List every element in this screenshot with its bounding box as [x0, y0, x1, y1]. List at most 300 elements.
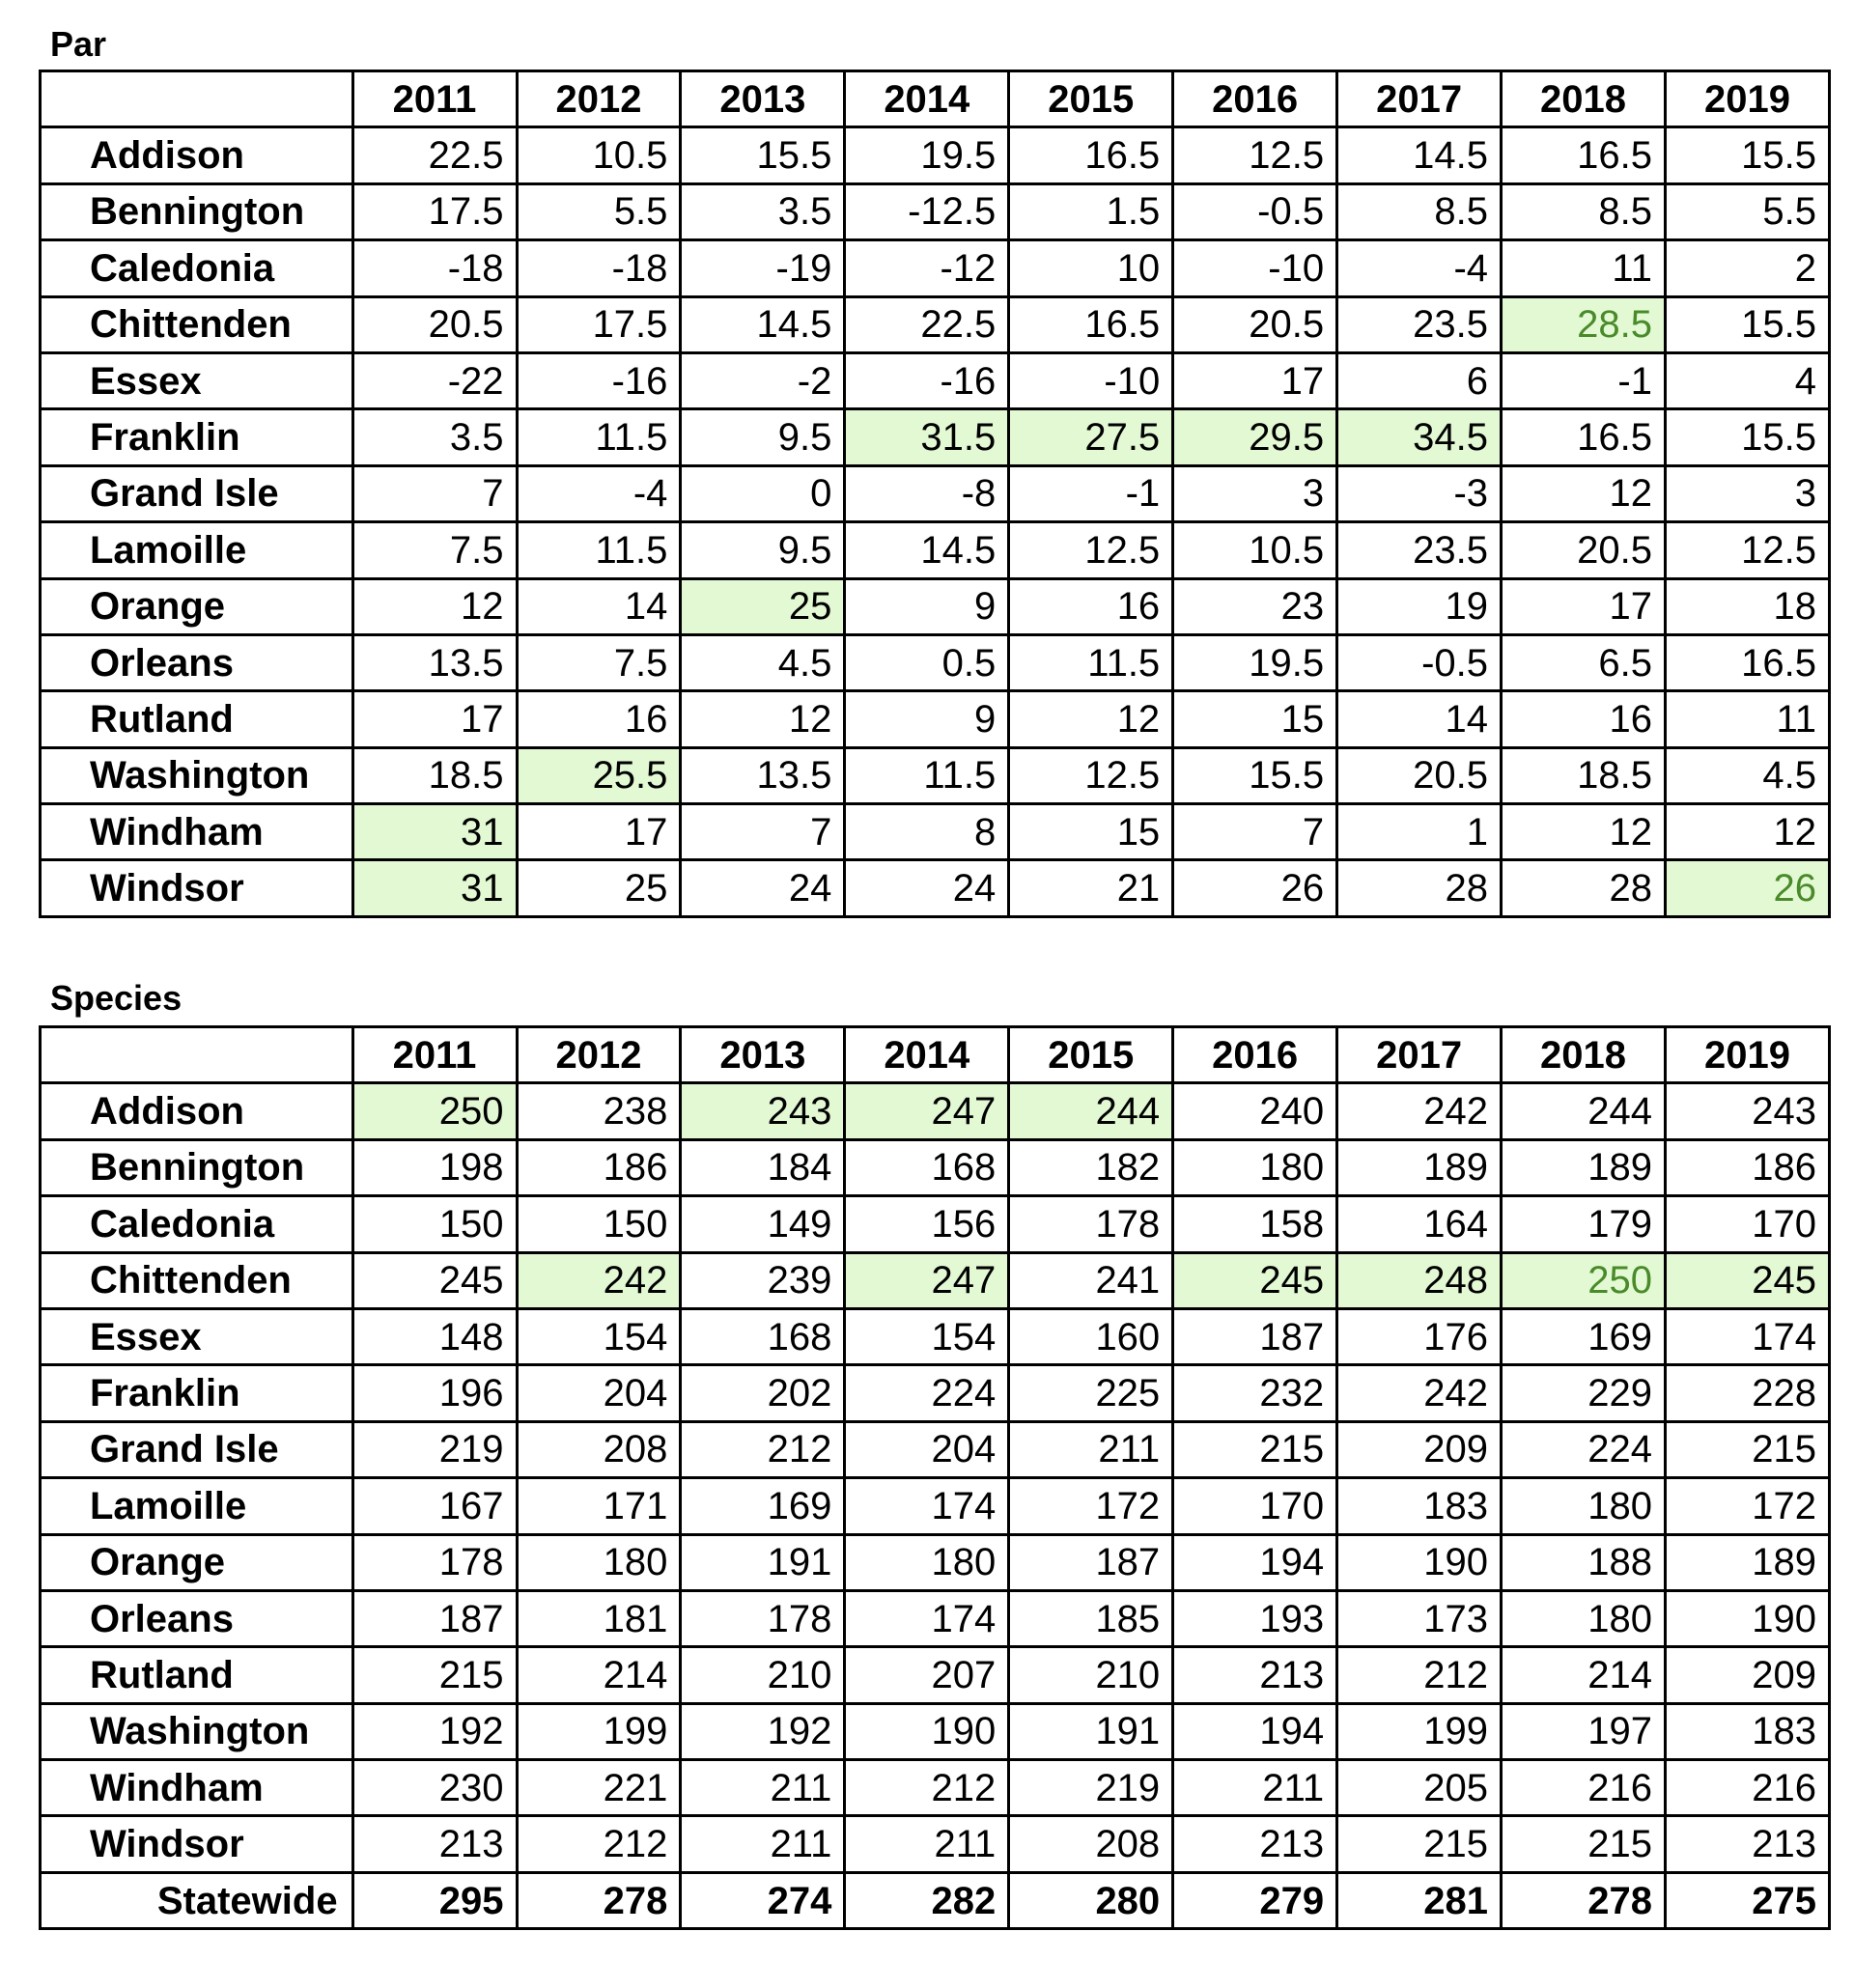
par-value-cell: 20.5 [1502, 522, 1666, 578]
par-value-cell: 10.5 [1173, 522, 1337, 578]
par-county-name: Essex [41, 352, 353, 408]
par-county-name: Chittenden [41, 296, 353, 352]
species-statewide-value: 280 [1009, 1872, 1173, 1928]
par-value-cell: 16.5 [1665, 634, 1829, 690]
par-value-cell: 24 [681, 860, 845, 916]
par-value-cell: 6.5 [1502, 634, 1666, 690]
species-value-cell: 192 [352, 1703, 517, 1759]
par-value-cell: -22 [352, 352, 517, 408]
species-value-cell: 174 [845, 1478, 1009, 1534]
species-table [39, 1025, 1831, 1930]
species-county-name: Chittenden [41, 1252, 353, 1308]
species-value-cell: 189 [1337, 1139, 1502, 1195]
species-county-name: Washington [41, 1703, 353, 1759]
par-value-cell: 16.5 [1009, 296, 1173, 352]
species-value-cell: 215 [1502, 1816, 1666, 1872]
species-value-cell: 215 [352, 1647, 517, 1703]
par-value-cell: 14.5 [681, 296, 845, 352]
species-statewide-value: 275 [1665, 1872, 1829, 1928]
par-value-cell: 17 [1502, 578, 1666, 634]
par-value-cell: 17.5 [352, 183, 517, 239]
par-value-cell: -0.5 [1173, 183, 1337, 239]
par-value-cell: 12 [352, 578, 517, 634]
par-value-cell: 12.5 [1665, 522, 1829, 578]
par-value-cell: 9.5 [681, 522, 845, 578]
par-value-cell: 25 [681, 578, 845, 634]
par-value-cell: 24 [845, 860, 1009, 916]
species-value-cell: 174 [845, 1590, 1009, 1646]
par-table-row [41, 465, 1830, 521]
par-county-name: Windham [41, 804, 353, 860]
par-value-cell: 29.5 [1173, 409, 1337, 465]
par-value-cell: 15.5 [1665, 409, 1829, 465]
species-statewide-value: 279 [1173, 1872, 1337, 1928]
par-value-cell: 18.5 [352, 747, 517, 803]
species-value-cell: 189 [1665, 1534, 1829, 1590]
par-value-cell: 20.5 [352, 296, 517, 352]
species-table-row [41, 1816, 1830, 1872]
species-table-row [41, 1421, 1830, 1477]
par-county-name: Windsor [41, 860, 353, 916]
par-value-cell: 8.5 [1502, 183, 1666, 239]
par-county-name: Lamoille [41, 522, 353, 578]
par-value-cell: -10 [1009, 352, 1173, 408]
species-value-cell: 174 [1665, 1308, 1829, 1364]
par-value-cell: 17 [352, 691, 517, 747]
species-value-cell: 198 [352, 1139, 517, 1195]
species-value-cell: 197 [1502, 1703, 1666, 1759]
species-value-cell: 172 [1665, 1478, 1829, 1534]
species-value-cell: 212 [681, 1421, 845, 1477]
species-value-cell: 244 [1502, 1083, 1666, 1139]
par-value-cell: 27.5 [1009, 409, 1173, 465]
par-value-cell: 2 [1665, 240, 1829, 296]
species-value-cell: 186 [517, 1139, 681, 1195]
species-value-cell: 173 [1337, 1590, 1502, 1646]
species-value-cell: 211 [681, 1760, 845, 1816]
species-table-row [41, 1308, 1830, 1364]
species-value-cell: 168 [681, 1308, 845, 1364]
species-county-name: Addison [41, 1083, 353, 1139]
par-value-cell: 16 [517, 691, 681, 747]
par-value-cell: 11.5 [1009, 634, 1173, 690]
species-value-cell: 171 [517, 1478, 681, 1534]
par-value-cell: 14.5 [845, 522, 1009, 578]
species-value-cell: 215 [1173, 1421, 1337, 1477]
par-value-cell: 12 [681, 691, 845, 747]
par-header-year: 2013 [681, 71, 845, 127]
species-value-cell: 211 [1009, 1421, 1173, 1477]
species-value-cell: 247 [845, 1252, 1009, 1308]
species-value-cell: 210 [681, 1647, 845, 1703]
species-value-cell: 187 [1009, 1534, 1173, 1590]
par-value-cell: 28 [1502, 860, 1666, 916]
species-value-cell: 191 [681, 1534, 845, 1590]
species-value-cell: 193 [1173, 1590, 1337, 1646]
par-table-row [41, 634, 1830, 690]
species-value-cell: 219 [1009, 1760, 1173, 1816]
par-value-cell: 26 [1665, 860, 1829, 916]
species-value-cell: 243 [681, 1083, 845, 1139]
par-value-cell: 21 [1009, 860, 1173, 916]
species-county-name: Windham [41, 1760, 353, 1816]
species-value-cell: 212 [1337, 1647, 1502, 1703]
par-value-cell: -18 [352, 240, 517, 296]
species-value-cell: 211 [1173, 1760, 1337, 1816]
par-value-cell: 31 [352, 804, 517, 860]
species-value-cell: 190 [1337, 1534, 1502, 1590]
par-value-cell: 20.5 [1337, 747, 1502, 803]
par-county-name: Rutland [41, 691, 353, 747]
species-table-row [41, 1647, 1830, 1703]
par-value-cell: 12 [1502, 465, 1666, 521]
species-value-cell: 245 [1665, 1252, 1829, 1308]
par-table-row [41, 240, 1830, 296]
species-value-cell: 168 [845, 1139, 1009, 1195]
species-header-year: 2017 [1337, 1027, 1502, 1083]
species-table-row [41, 1760, 1830, 1816]
par-value-cell: 3.5 [352, 409, 517, 465]
par-value-cell: 12 [1665, 804, 1829, 860]
species-value-cell: 196 [352, 1365, 517, 1421]
species-table-row [41, 1252, 1830, 1308]
species-value-cell: 211 [845, 1816, 1009, 1872]
par-value-cell: 13.5 [681, 747, 845, 803]
species-county-name: Franklin [41, 1365, 353, 1421]
species-value-cell: 202 [681, 1365, 845, 1421]
par-table [39, 70, 1831, 918]
species-value-cell: 148 [352, 1308, 517, 1364]
species-header-year: 2019 [1665, 1027, 1829, 1083]
species-header-year: 2018 [1502, 1027, 1666, 1083]
species-value-cell: 188 [1502, 1534, 1666, 1590]
species-header-row [41, 1027, 1830, 1083]
par-value-cell: 1.5 [1009, 183, 1173, 239]
par-value-cell: 12.5 [1009, 747, 1173, 803]
species-value-cell: 199 [1337, 1703, 1502, 1759]
par-value-cell: -1 [1502, 352, 1666, 408]
species-statewide-value: 282 [845, 1872, 1009, 1928]
par-header-year: 2012 [517, 71, 681, 127]
species-value-cell: 232 [1173, 1365, 1337, 1421]
par-table-row [41, 747, 1830, 803]
species-table-row [41, 1365, 1830, 1421]
species-value-cell: 178 [1009, 1196, 1173, 1252]
par-header-year: 2014 [845, 71, 1009, 127]
par-value-cell: 6 [1337, 352, 1502, 408]
species-value-cell: 150 [352, 1196, 517, 1252]
par-value-cell: 14 [1337, 691, 1502, 747]
species-value-cell: 214 [517, 1647, 681, 1703]
par-value-cell: 22.5 [845, 296, 1009, 352]
species-statewide-row [41, 1872, 1830, 1928]
par-value-cell: -4 [1337, 240, 1502, 296]
par-value-cell: -3 [1337, 465, 1502, 521]
par-value-cell: 5.5 [517, 183, 681, 239]
species-value-cell: 250 [352, 1083, 517, 1139]
par-value-cell: 7.5 [352, 522, 517, 578]
par-value-cell: 16.5 [1009, 127, 1173, 183]
species-value-cell: 224 [1502, 1421, 1666, 1477]
par-header-year: 2018 [1502, 71, 1666, 127]
species-value-cell: 190 [845, 1703, 1009, 1759]
species-value-cell: 170 [1665, 1196, 1829, 1252]
species-county-name: Windsor [41, 1816, 353, 1872]
species-value-cell: 215 [1665, 1421, 1829, 1477]
par-value-cell: 16 [1009, 578, 1173, 634]
species-value-cell: 192 [681, 1703, 845, 1759]
species-header-year: 2016 [1173, 1027, 1337, 1083]
species-value-cell: 204 [845, 1421, 1009, 1477]
species-value-cell: 211 [681, 1816, 845, 1872]
species-value-cell: 169 [1502, 1308, 1666, 1364]
species-value-cell: 242 [517, 1252, 681, 1308]
par-table-row [41, 352, 1830, 408]
species-value-cell: 158 [1173, 1196, 1337, 1252]
species-value-cell: 187 [1173, 1308, 1337, 1364]
par-value-cell: -12 [845, 240, 1009, 296]
species-value-cell: 183 [1337, 1478, 1502, 1534]
par-value-cell: 19 [1337, 578, 1502, 634]
species-table-row [41, 1139, 1830, 1195]
species-value-cell: 154 [845, 1308, 1009, 1364]
species-statewide-label: Statewide [41, 1872, 353, 1928]
species-value-cell: 179 [1502, 1196, 1666, 1252]
par-value-cell: 23.5 [1337, 522, 1502, 578]
par-county-name: Franklin [41, 409, 353, 465]
species-value-cell: 187 [352, 1590, 517, 1646]
par-value-cell: 9 [845, 691, 1009, 747]
par-value-cell: 14.5 [1337, 127, 1502, 183]
par-county-name: Orange [41, 578, 353, 634]
species-value-cell: 213 [352, 1816, 517, 1872]
par-table-row [41, 296, 1830, 352]
species-value-cell: 214 [1502, 1647, 1666, 1703]
species-value-cell: 180 [1502, 1590, 1666, 1646]
par-value-cell: 28 [1337, 860, 1502, 916]
par-value-cell: 7 [1173, 804, 1337, 860]
par-value-cell: 13.5 [352, 634, 517, 690]
par-value-cell: 1 [1337, 804, 1502, 860]
par-value-cell: 4.5 [1665, 747, 1829, 803]
par-value-cell: 23 [1173, 578, 1337, 634]
par-county-name: Bennington [41, 183, 353, 239]
par-value-cell: -12.5 [845, 183, 1009, 239]
species-value-cell: 209 [1665, 1647, 1829, 1703]
par-value-cell: 9 [845, 578, 1009, 634]
par-value-cell: 11.5 [517, 409, 681, 465]
par-value-cell: 11 [1665, 691, 1829, 747]
par-value-cell: 0.5 [845, 634, 1009, 690]
par-value-cell: -19 [681, 240, 845, 296]
par-value-cell: 3 [1173, 465, 1337, 521]
species-table-row [41, 1478, 1830, 1534]
species-value-cell: 205 [1337, 1760, 1502, 1816]
par-value-cell: 31.5 [845, 409, 1009, 465]
species-value-cell: 170 [1173, 1478, 1337, 1534]
par-value-cell: 12 [1502, 804, 1666, 860]
species-county-name: Essex [41, 1308, 353, 1364]
par-value-cell: 0 [681, 465, 845, 521]
par-value-cell: 18 [1665, 578, 1829, 634]
species-value-cell: 150 [517, 1196, 681, 1252]
par-value-cell: 17.5 [517, 296, 681, 352]
par-value-cell: 31 [352, 860, 517, 916]
species-value-cell: 154 [517, 1308, 681, 1364]
par-value-cell: -2 [681, 352, 845, 408]
par-value-cell: -18 [517, 240, 681, 296]
par-value-cell: 17 [1173, 352, 1337, 408]
species-value-cell: 239 [681, 1252, 845, 1308]
species-value-cell: 186 [1665, 1139, 1829, 1195]
par-value-cell: 19.5 [845, 127, 1009, 183]
species-value-cell: 216 [1665, 1760, 1829, 1816]
species-value-cell: 178 [352, 1534, 517, 1590]
par-value-cell: 11.5 [845, 747, 1009, 803]
species-value-cell: 181 [517, 1590, 681, 1646]
species-value-cell: 190 [1665, 1590, 1829, 1646]
species-value-cell: 164 [1337, 1196, 1502, 1252]
species-value-cell: 156 [845, 1196, 1009, 1252]
species-value-cell: 208 [517, 1421, 681, 1477]
par-header-year: 2017 [1337, 71, 1502, 127]
species-value-cell: 209 [1337, 1421, 1502, 1477]
par-table-row [41, 409, 1830, 465]
species-county-name: Orleans [41, 1590, 353, 1646]
par-table-row [41, 691, 1830, 747]
species-value-cell: 199 [517, 1703, 681, 1759]
species-county-name: Rutland [41, 1647, 353, 1703]
par-table-row [41, 183, 1830, 239]
par-county-name: Grand Isle [41, 465, 353, 521]
par-value-cell: 5.5 [1665, 183, 1829, 239]
par-value-cell: 15 [1009, 804, 1173, 860]
par-value-cell: 20.5 [1173, 296, 1337, 352]
par-value-cell: 15 [1173, 691, 1337, 747]
species-county-name: Caledonia [41, 1196, 353, 1252]
species-header-year: 2011 [352, 1027, 517, 1083]
species-statewide-value: 281 [1337, 1872, 1502, 1928]
par-table-row [41, 127, 1830, 183]
species-value-cell: 213 [1173, 1647, 1337, 1703]
species-value-cell: 241 [1009, 1252, 1173, 1308]
species-header-year: 2012 [517, 1027, 681, 1083]
par-value-cell: -16 [845, 352, 1009, 408]
par-header-row [41, 71, 1830, 127]
species-table-row [41, 1590, 1830, 1646]
species-value-cell: 180 [845, 1534, 1009, 1590]
species-value-cell: 224 [845, 1365, 1009, 1421]
par-value-cell: 8 [845, 804, 1009, 860]
species-value-cell: 221 [517, 1760, 681, 1816]
species-county-name: Orange [41, 1534, 353, 1590]
par-section-title: Par [50, 24, 107, 64]
species-value-cell: 242 [1337, 1365, 1502, 1421]
par-table-row [41, 522, 1830, 578]
species-table-row [41, 1534, 1830, 1590]
species-value-cell: 250 [1502, 1252, 1666, 1308]
species-value-cell: 210 [1009, 1647, 1173, 1703]
species-value-cell: 178 [681, 1590, 845, 1646]
par-value-cell: 15.5 [1665, 127, 1829, 183]
par-value-cell: -1 [1009, 465, 1173, 521]
par-county-name: Addison [41, 127, 353, 183]
species-value-cell: 207 [845, 1647, 1009, 1703]
par-value-cell: 4 [1665, 352, 1829, 408]
par-county-name: Caledonia [41, 240, 353, 296]
species-statewide-value: 278 [1502, 1872, 1666, 1928]
par-value-cell: 28.5 [1502, 296, 1666, 352]
par-value-cell: 16 [1502, 691, 1666, 747]
par-value-cell: -16 [517, 352, 681, 408]
par-value-cell: -8 [845, 465, 1009, 521]
par-value-cell: 12.5 [1173, 127, 1337, 183]
par-value-cell: 10.5 [517, 127, 681, 183]
species-value-cell: 212 [845, 1760, 1009, 1816]
species-value-cell: 245 [1173, 1252, 1337, 1308]
species-value-cell: 167 [352, 1478, 517, 1534]
par-value-cell: 18.5 [1502, 747, 1666, 803]
species-value-cell: 189 [1502, 1139, 1666, 1195]
species-value-cell: 182 [1009, 1139, 1173, 1195]
species-value-cell: 219 [352, 1421, 517, 1477]
species-table-row [41, 1703, 1830, 1759]
species-county-name: Lamoille [41, 1478, 353, 1534]
par-value-cell: -10 [1173, 240, 1337, 296]
par-value-cell: 7 [681, 804, 845, 860]
species-value-cell: 216 [1502, 1760, 1666, 1816]
species-value-cell: 160 [1009, 1308, 1173, 1364]
species-value-cell: 180 [1502, 1478, 1666, 1534]
species-header-year: 2013 [681, 1027, 845, 1083]
species-value-cell: 245 [352, 1252, 517, 1308]
par-value-cell: 12.5 [1009, 522, 1173, 578]
species-value-cell: 180 [517, 1534, 681, 1590]
species-table-row [41, 1083, 1830, 1139]
species-value-cell: 208 [1009, 1816, 1173, 1872]
par-value-cell: 3 [1665, 465, 1829, 521]
par-value-cell: 16.5 [1502, 127, 1666, 183]
species-statewide-value: 295 [352, 1872, 517, 1928]
species-value-cell: 185 [1009, 1590, 1173, 1646]
par-county-name: Washington [41, 747, 353, 803]
species-table-row [41, 1196, 1830, 1252]
species-value-cell: 247 [845, 1083, 1009, 1139]
species-value-cell: 230 [352, 1760, 517, 1816]
species-county-name: Grand Isle [41, 1421, 353, 1477]
par-value-cell: 11.5 [517, 522, 681, 578]
species-header-year: 2015 [1009, 1027, 1173, 1083]
species-value-cell: 225 [1009, 1365, 1173, 1421]
species-value-cell: 215 [1337, 1816, 1502, 1872]
par-value-cell: 25.5 [517, 747, 681, 803]
species-value-cell: 169 [681, 1478, 845, 1534]
species-value-cell: 244 [1009, 1083, 1173, 1139]
par-value-cell: -4 [517, 465, 681, 521]
par-value-cell: 15.5 [681, 127, 845, 183]
par-header-year: 2015 [1009, 71, 1173, 127]
par-value-cell: 15.5 [1665, 296, 1829, 352]
species-statewide-value: 278 [517, 1872, 681, 1928]
par-header-year: 2011 [352, 71, 517, 127]
species-value-cell: 213 [1173, 1816, 1337, 1872]
par-value-cell: 11 [1502, 240, 1666, 296]
species-value-cell: 243 [1665, 1083, 1829, 1139]
species-value-cell: 180 [1173, 1139, 1337, 1195]
species-value-cell: 172 [1009, 1478, 1173, 1534]
par-county-name: Orleans [41, 634, 353, 690]
par-value-cell: 9.5 [681, 409, 845, 465]
